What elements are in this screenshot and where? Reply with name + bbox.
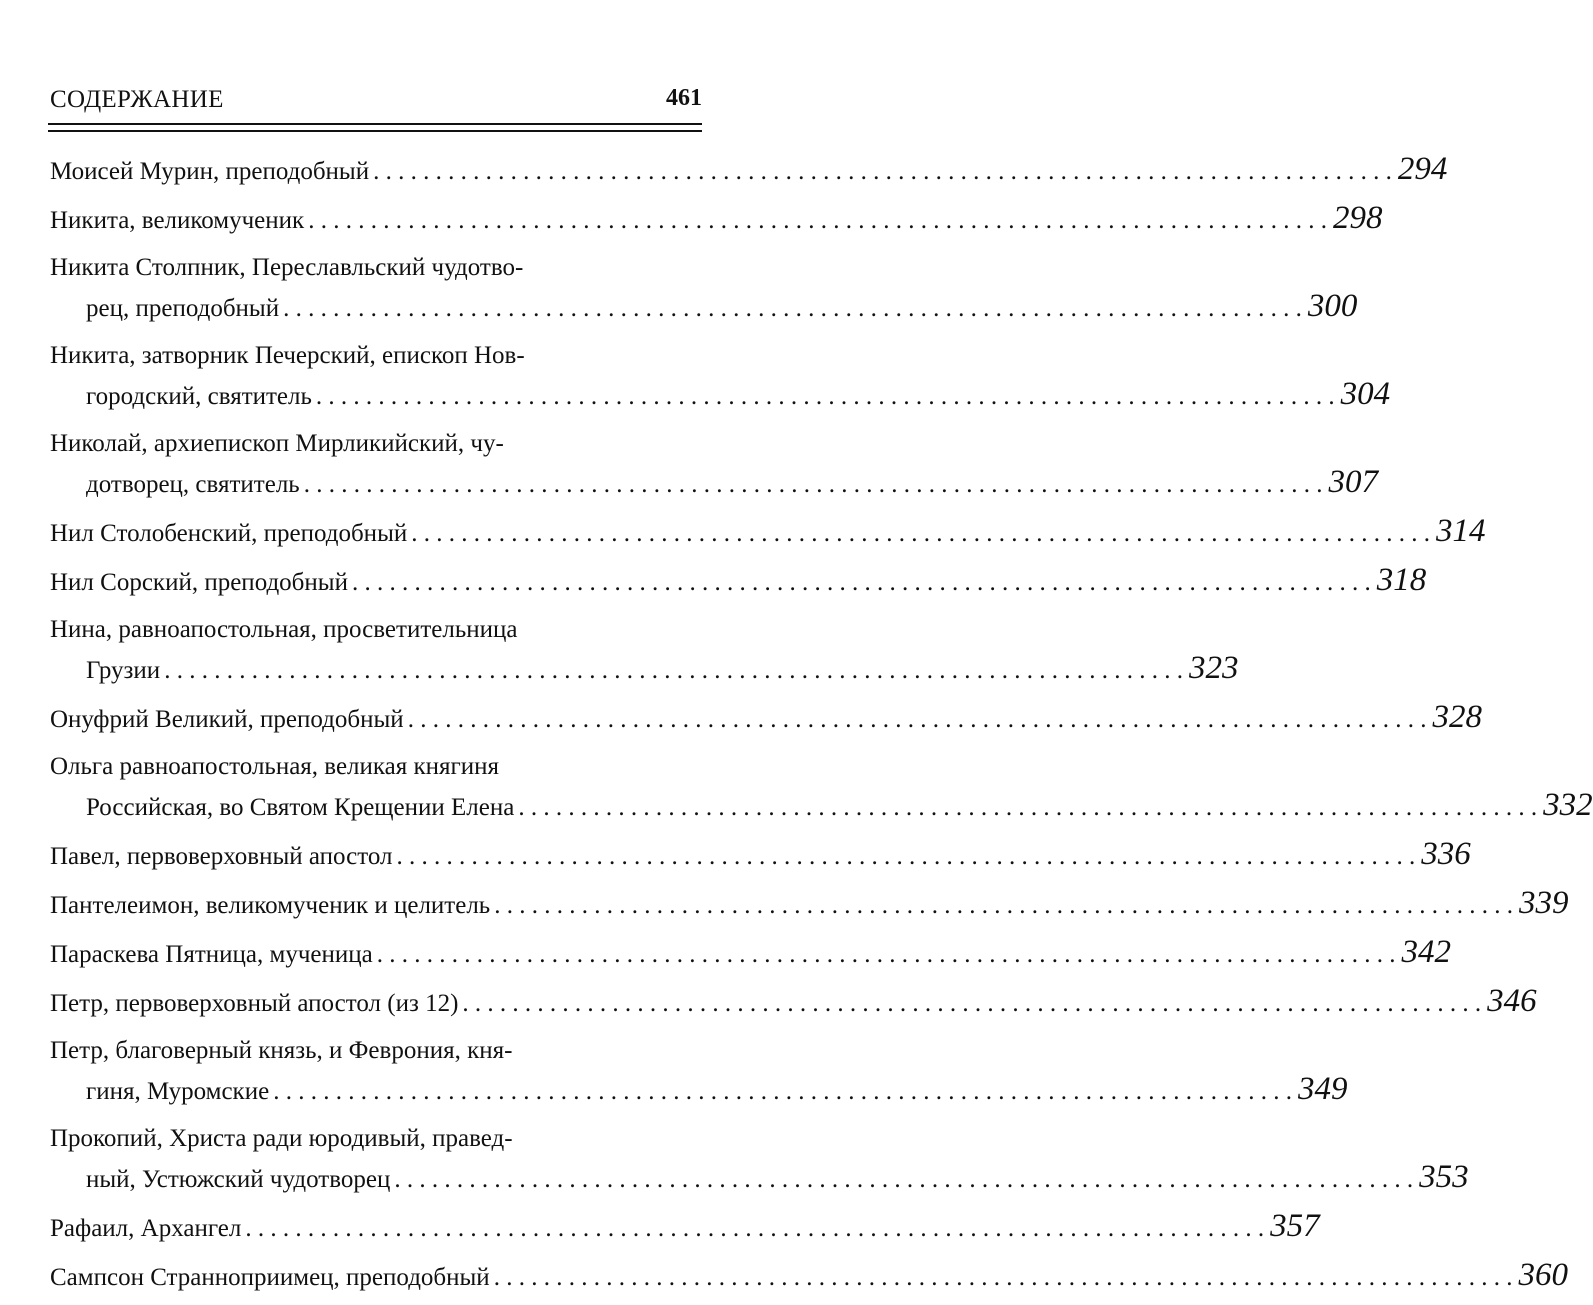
toc-entry-last-line: [48, 835, 1471, 876]
toc-entry-last-line: [48, 561, 1427, 602]
toc-entry-last-line: [48, 982, 1537, 1023]
toc-entry: [48, 512, 1486, 553]
toc-entry-title-line: Сампсон Странноприимец, преподобный: [50, 1264, 490, 1291]
toc-entry: [48, 150, 1448, 191]
dot-leader: [164, 657, 1183, 684]
dot-leader: [373, 152, 1392, 191]
toc-entry-page-number: 300: [1307, 288, 1358, 324]
toc-entry-title-line: Российская, во Святом Крещении Елена: [86, 794, 515, 821]
dot-leader: [352, 563, 1371, 602]
toc-entry: [48, 698, 1482, 739]
toc-entry: [48, 424, 1378, 504]
page-number: 461: [666, 85, 702, 111]
toc-entry: [48, 747, 1593, 827]
header-rule-bottom: [48, 130, 702, 132]
dot-leader: [411, 514, 1430, 553]
dot-leader: [494, 1258, 1513, 1297]
toc-entry-last-line: [48, 1207, 1320, 1248]
toc-entry: [48, 561, 1427, 602]
toc-entry-page-number: 298: [1332, 200, 1383, 236]
dot-leader: [273, 1078, 1292, 1105]
toc-entry-title-line: Никита, затворник Печерский, епископ Нов-: [50, 342, 525, 369]
toc-entry-last-line: [48, 1158, 1469, 1199]
toc-entry-title-line: Нил Сорский, преподобный: [50, 569, 348, 596]
toc-entry: [48, 1031, 1348, 1111]
toc-entry: [48, 1119, 1469, 1199]
toc-entry-page-number: 332: [1543, 787, 1593, 823]
toc-entry-page-number: 328: [1432, 699, 1482, 735]
toc-entry-title-line: Николай, архиепископ Мирликийский, чу-: [50, 430, 504, 457]
section-title: СОДЕРЖАНИЕ: [50, 86, 224, 113]
dot-leader: [397, 837, 1416, 876]
toc-entry-title-line: Онуфрий Великий, преподобный: [50, 706, 404, 733]
toc-entry-last-line: [48, 287, 1358, 328]
toc-entry-title-line: ный, Устюжский чудотворец: [86, 1166, 391, 1193]
book-page: [48, 0, 1593, 1293]
toc-entry: [48, 933, 1451, 974]
toc-entry-page-number: 346: [1487, 983, 1537, 1019]
toc-entry-page-number: 357: [1270, 1208, 1320, 1244]
running-head: [48, 82, 702, 118]
toc-entry-page-number: 342: [1401, 934, 1451, 970]
toc-entry-last-line: [48, 199, 1383, 240]
toc-entry-title-line: Ольга равноапостольная, великая княгиня: [50, 753, 500, 780]
toc-entry-title-line: Прокопий, Христа ради юродивый, правед-: [50, 1125, 513, 1152]
toc-entry: [48, 1207, 1320, 1248]
toc-entry-page-number: 294: [1397, 151, 1448, 187]
dot-leader: [283, 295, 1302, 322]
dot-leader: [494, 886, 1513, 925]
toc-entry-title-line: рец, преподобный: [86, 295, 280, 322]
toc-entry-last-line: [48, 933, 1451, 974]
toc-entry-page-number: 307: [1328, 464, 1378, 500]
toc-entry-page-number: 304: [1340, 376, 1391, 412]
header-rule-top: [48, 123, 702, 125]
toc-entry-title-line: Павел, первоверховный апостол: [50, 843, 393, 870]
dot-leader: [462, 984, 1481, 1023]
toc-entry: [48, 336, 1391, 416]
toc-entry-page-number: 339: [1518, 885, 1569, 921]
toc-entry-last-line: [48, 786, 1593, 827]
toc-entry: [48, 199, 1383, 240]
dot-leader: [518, 794, 1537, 821]
dot-leader: [308, 201, 1327, 240]
toc-entry-page-number: 349: [1297, 1071, 1348, 1107]
toc-entry-last-line: [48, 884, 1569, 925]
toc-entry-page-number: 360: [1518, 1257, 1568, 1293]
toc-entry-title-line: Нил Столобенский, преподобный: [50, 520, 408, 547]
toc-entry: [48, 884, 1569, 925]
dot-leader: [304, 471, 1323, 498]
toc-entry-page-number: 318: [1376, 562, 1427, 598]
toc-entry: [48, 982, 1537, 1023]
toc-entry-title-line: Моисей Мурин, преподобный: [50, 158, 370, 185]
toc-entry-last-line: [48, 649, 1239, 690]
toc-entry-last-line: [48, 1070, 1348, 1111]
toc-entry-title-line: Параскева Пятница, мученица: [50, 941, 373, 968]
toc-entry-last-line: [48, 463, 1378, 504]
toc-entry-title-line: Нина, равноапостольная, просветительница: [50, 616, 518, 643]
toc-entry-last-line: [48, 512, 1486, 553]
toc-entry: [48, 248, 1358, 328]
toc-entry-page-number: 353: [1419, 1159, 1469, 1195]
toc-entry-title-line: Пантелеимон, великомученик и целитель: [50, 892, 491, 919]
toc-entry-title-line: городский, святитель: [86, 383, 312, 410]
toc-entry-page-number: 323: [1188, 650, 1239, 686]
dot-leader: [377, 935, 1396, 974]
dot-leader: [394, 1166, 1413, 1193]
toc-entry-title-line: Петр, благоверный князь, и Феврония, кня-: [50, 1037, 513, 1064]
toc-entry-title-line: Никита, великомученик: [50, 207, 305, 234]
dot-leader: [316, 383, 1335, 410]
table-of-contents: [48, 150, 1593, 1305]
toc-entry-title-line: Петр, первоверховный апостол (из 12): [50, 990, 459, 1017]
toc-entry-page-number: 314: [1436, 513, 1486, 549]
toc-entry-title-line: Рафаил, Архангел: [50, 1215, 242, 1242]
toc-entry: [48, 835, 1471, 876]
toc-entry-title-line: Никита Столпник, Переславльский чудотво-: [50, 254, 524, 281]
toc-entry-last-line: [48, 698, 1482, 739]
toc-entry-last-line: [48, 375, 1391, 416]
toc-entry: [48, 1256, 1568, 1297]
toc-entry-last-line: [48, 1256, 1568, 1297]
toc-entry-title-line: Грузии: [86, 657, 161, 684]
toc-entry-title-line: дотворец, святитель: [86, 471, 300, 498]
toc-entry-title-line: гиня, Муромские: [86, 1078, 270, 1105]
dot-leader: [408, 700, 1427, 739]
toc-entry-page-number: 336: [1421, 836, 1471, 872]
toc-entry-last-line: [48, 150, 1448, 191]
toc-entry: [48, 610, 1239, 690]
dot-leader: [245, 1209, 1264, 1248]
